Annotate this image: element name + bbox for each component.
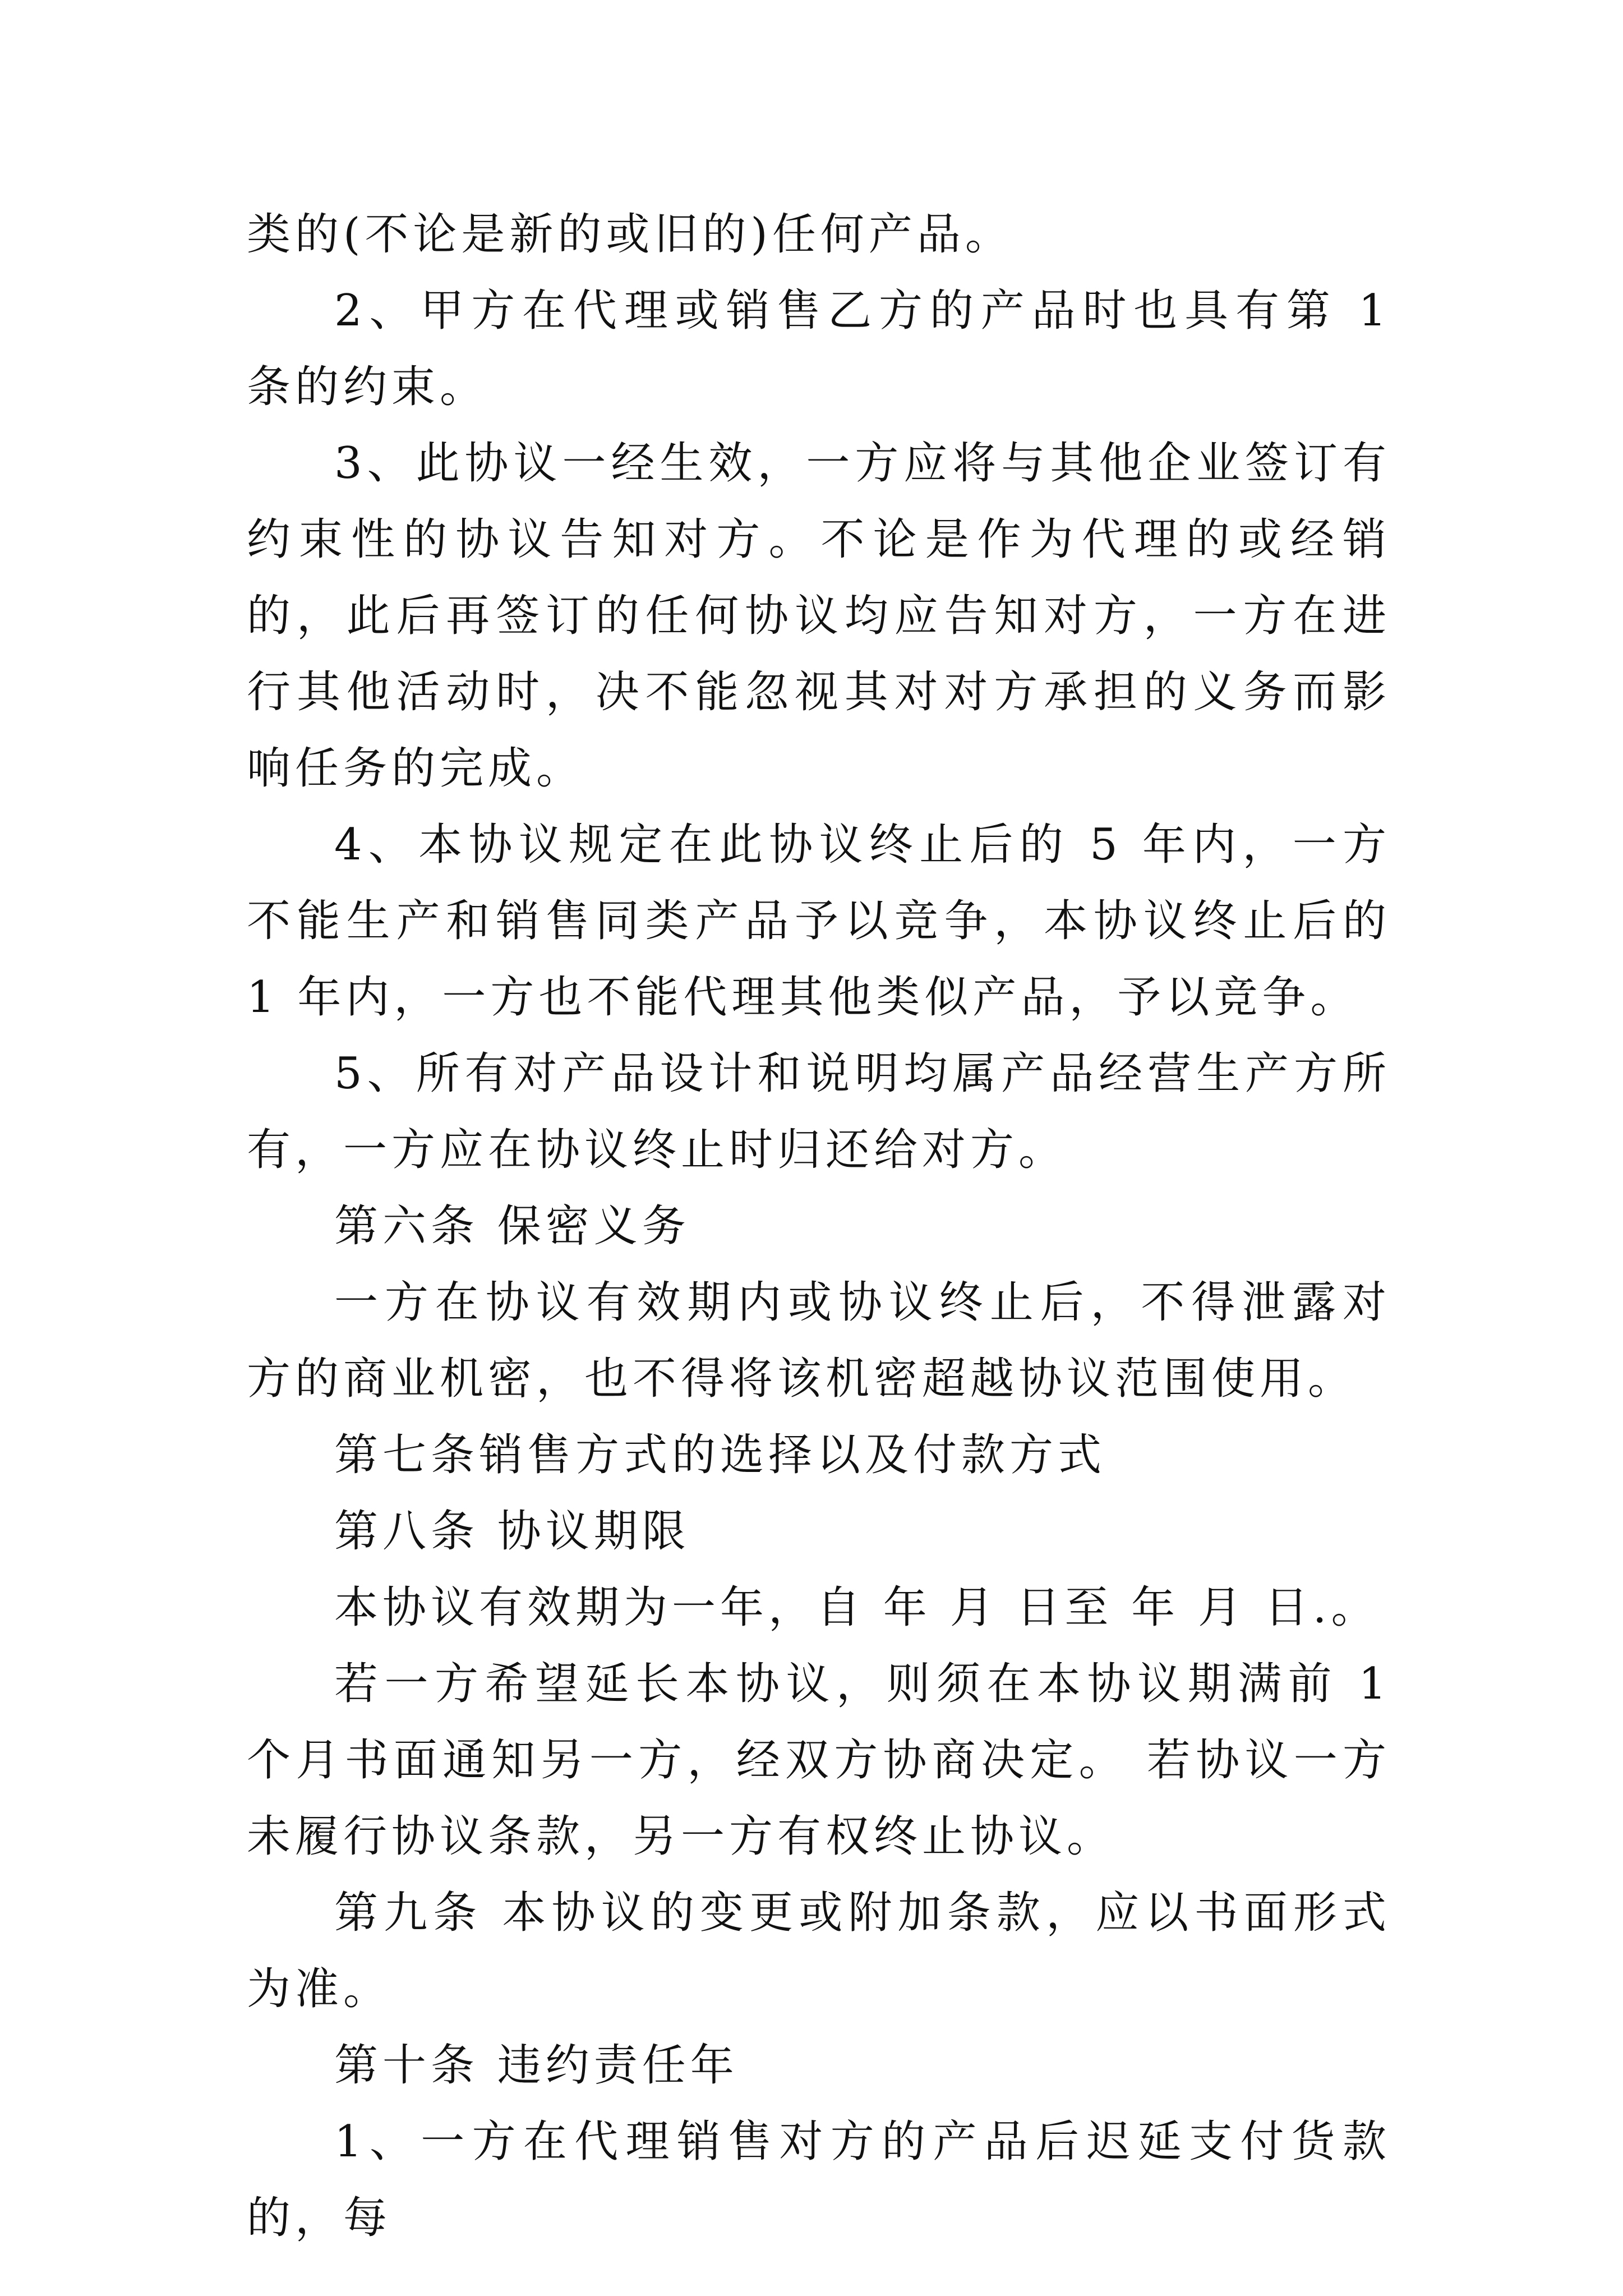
paragraph-continuation: 类的(不论是新的或旧的)任何产品。 <box>247 209 1013 260</box>
paragraph-clause-3: 3、此协议一经生效，一方应将与其他企业签订有约束性的协议告知对方。不论是作为代理的或经销的，此后再签订的任何协议均应告知对方，一方在进行其他活动时，决不能忽视其对对方承担的义务而影响任务的完成。 <box>247 438 1391 794</box>
article-10-clause-1: 1、一方在代理销售对方的产品后迟延支付货款的，每 <box>247 2116 1391 2243</box>
article-8-renewal: 若一方希望延长本协议，则须在本协议期满前 1 个月书面通知另一方，经双方协商决定。 若协议一方未履行协议条款，另一方有权终止协议。 <box>247 1659 1391 1862</box>
article-6-body: 一方在协议有效期内或协议终止后，不得泄露对方的商业机密，也不得将该机密超越协议范围使用。 <box>247 1277 1391 1404</box>
article-7-heading: 第七条销售方式的选择以及付款方式 <box>334 1430 1106 1480</box>
article-8-term: 本协议有效期为一年，自 年 月 日至 年 月 日.。 <box>334 1582 1380 1633</box>
document-body <box>247 196 1391 2256</box>
article-9: 第九条 本协议的变更或附加条款，应以书面形式为准。 <box>247 1888 1391 2014</box>
paragraph-clause-5: 5、所有对产品设计和说明均属产品经营生产方所有，一方应在协议终止时归还给对方。 <box>247 1048 1391 1175</box>
paragraph-clause-4: 4、本协议规定在此协议终止后的 5 年内，一方不能生产和销售同类产品予以竞争，本协议终止后的 1 年内，一方也不能代理其他类似产品，予以竞争。 <box>247 820 1391 1023</box>
article-6-heading: 第六条 保密义务 <box>334 1201 690 1251</box>
paragraph-clause-2: 2、甲方在代理或销售乙方的产品时也具有第 1 条的约束。 <box>247 286 1391 412</box>
article-8-heading: 第八条 协议期限 <box>334 1506 690 1557</box>
article-10-heading: 第十条 违约责任年 <box>334 2040 739 2091</box>
